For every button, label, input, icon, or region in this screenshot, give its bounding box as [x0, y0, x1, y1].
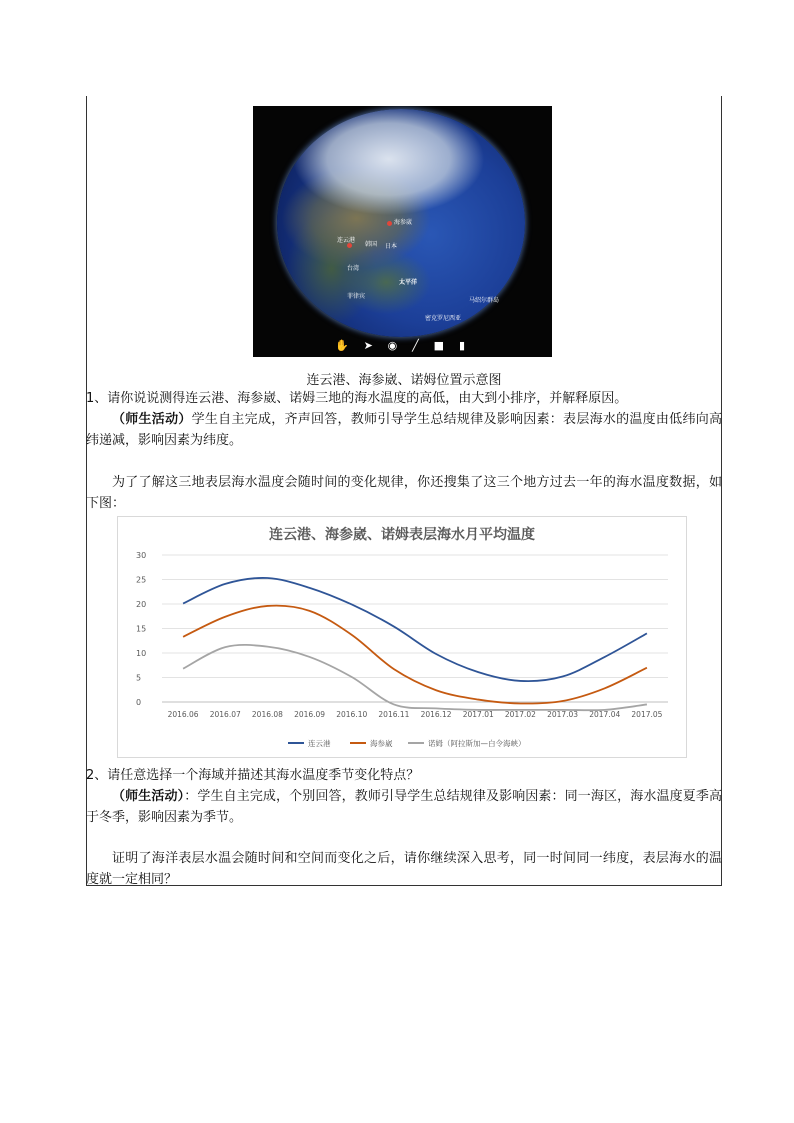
activity-2-label: （师生活动） [112, 789, 185, 804]
x-tick-label: 2016.11 [378, 710, 410, 719]
x-tick-label: 2016.12 [420, 710, 452, 719]
y-tick-label: 15 [136, 624, 147, 634]
activity-2-text: ：学生自主完成，个别回答，教师引导学生总结规律及影响因素：同一海区，海水温度夏季高于冬季，影响因素为季节。 [86, 789, 722, 825]
series-line-1 [183, 606, 647, 704]
legend-label-1: 海参崴 [370, 739, 393, 748]
x-tick-label: 2017.01 [462, 710, 494, 719]
y-tick-label: 20 [136, 600, 147, 609]
intro-paragraph: 为了了解这三地表层海水温度会随时间的变化规律，你还搜集了这三个地方过去一年的海水温度数据，如下图： [86, 475, 722, 511]
micronesia-label: 密克罗尼西亚 [425, 315, 462, 322]
ruler-icon[interactable]: ╱ [412, 339, 419, 352]
x-tick-label: 2016.10 [336, 710, 368, 719]
x-tick-label: 2017.04 [589, 710, 621, 719]
location-pin-icon[interactable]: ◉ [387, 339, 398, 352]
pacific-label: 太平洋 [399, 279, 418, 286]
y-tick-label: 10 [136, 649, 147, 658]
korea-label: 韩国 [365, 241, 378, 248]
haishenwai-pin [387, 221, 392, 226]
viewer-toolbar [335, 338, 465, 353]
legend-label-0: 连云港 [308, 739, 331, 748]
x-tick-label: 2017.03 [547, 710, 579, 719]
series-line-0 [183, 578, 647, 681]
chart-icon[interactable]: ▮ [458, 339, 465, 352]
globe-image [253, 106, 552, 357]
sea-temperature-chart [117, 516, 687, 758]
square-icon[interactable]: ■ [433, 339, 445, 352]
x-tick-label: 2016.09 [294, 710, 326, 719]
activity-1 [86, 409, 722, 451]
x-tick-label: 2016.08 [251, 710, 283, 719]
y-tick-label: 5 [136, 673, 142, 683]
figure-caption: 连云港、海参崴、诺姆位置示意图 [306, 373, 502, 388]
japan-label: 日本 [385, 243, 398, 250]
y-tick-label: 30 [136, 551, 147, 560]
lianyungang-label: 连云港 [337, 237, 356, 244]
chart-title: 连云港、海参崴、诺姆表层海水月平均温度 [269, 527, 535, 543]
legend-label-2: 诺姆（阿拉斯加—白令海峡） [428, 739, 526, 748]
philippines-label: 菲律宾 [347, 293, 366, 300]
x-tick-label: 2016.07 [209, 710, 241, 719]
pointer-icon[interactable]: ➤ [363, 339, 373, 352]
activity-1-label: （师生活动） [112, 412, 192, 427]
taiwan-label: 台湾 [347, 265, 360, 272]
activity-2 [86, 786, 722, 828]
x-tick-label: 2017.02 [504, 710, 536, 719]
marshall-label: 马绍尔群岛 [469, 297, 500, 304]
chart-svg [118, 517, 686, 757]
y-tick-label: 25 [136, 575, 147, 585]
question-1: 1、请你说说测得连云港、海参崴、诺姆三地的海水温度的高低，由大到小排序，并解释原因。 [86, 391, 628, 406]
y-tick-label: 0 [136, 698, 142, 707]
closing-question: 证明了海洋表层水温会随时间和空间而变化之后，请你继续深入思考，同一时间同一纬度，表层海水的温度就一定相同？ [86, 851, 722, 887]
question-2: 2、请任意选择一个海域并描述其海水温度季节变化特点？ [86, 768, 420, 783]
x-tick-label: 2016.06 [167, 710, 199, 719]
earth-globe [277, 109, 525, 337]
haishenwai-label: 海参崴 [394, 219, 413, 226]
hand-icon[interactable]: ✋ [335, 339, 349, 352]
activity-1-text: 学生自主完成，齐声回答，教师引导学生总结规律及影响因素：表层海水的温度由低纬向高纬递减，影响因素为纬度。 [86, 412, 722, 448]
x-tick-label: 2017.05 [631, 710, 663, 719]
